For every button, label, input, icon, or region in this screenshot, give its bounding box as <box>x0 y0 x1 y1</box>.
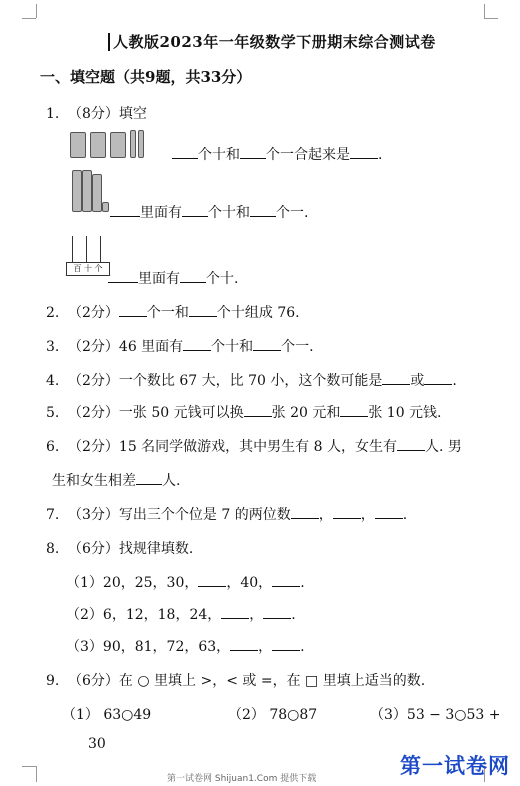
question-number: 1. <box>46 106 60 122</box>
abacus-label: 百 十 个 <box>66 262 110 276</box>
answer-blank[interactable] <box>375 506 403 519</box>
question-9-part-c: （3）53 − 3○53 + <box>370 707 501 723</box>
answer-blank[interactable] <box>272 574 300 587</box>
crop-mark <box>36 4 37 18</box>
answer-blank[interactable] <box>119 304 147 317</box>
question-1 <box>46 103 147 123</box>
answer-blank[interactable] <box>136 472 162 485</box>
answer-blank[interactable] <box>350 146 378 159</box>
crop-mark <box>22 766 36 767</box>
question-3: 3. （2分）46 里面有 个十和 个一. <box>46 339 314 355</box>
answer-blank[interactable] <box>291 506 319 519</box>
question-9-part-b: （2） 78○87 <box>228 707 318 723</box>
question-2: 2. （2分） 个一和 个十组成 76. <box>46 305 300 321</box>
abacus-image <box>66 236 110 276</box>
q1-row2: 里面有 个十和 个一. <box>110 202 308 222</box>
answer-blank[interactable] <box>221 606 249 619</box>
answer-blank[interactable] <box>180 270 206 283</box>
answer-blank[interactable] <box>424 372 452 385</box>
answer-blank[interactable] <box>189 304 217 317</box>
cube-blocks-image <box>72 170 108 214</box>
question-8: 8. （6分）找规律填数. <box>46 541 194 557</box>
crop-mark <box>484 4 485 18</box>
brand-logo: 第一试卷网 <box>400 754 510 778</box>
answer-blank[interactable] <box>230 638 258 651</box>
answer-blank[interactable] <box>333 506 361 519</box>
question-8-sub2: （2）6，12，18，24， ， . <box>66 607 296 623</box>
answer-blank[interactable] <box>172 146 198 159</box>
crop-mark <box>484 18 498 19</box>
answer-blank[interactable] <box>183 338 211 351</box>
question-8-sub3: （3）90，81，72，63， ， . <box>66 639 305 655</box>
answer-blank[interactable] <box>250 204 276 217</box>
question-6: 6. （2分）15 名同学做游戏，其中男生有 8 人，女生有 人. 男 <box>46 439 462 455</box>
question-9: 9. （6分）在 ○ 里填上 >，< 或 =，在 □ 里填上适当的数. <box>46 673 426 689</box>
question-5: 5. （2分）一张 50 元钱可以换 张 20 元和 张 10 元钱. <box>46 405 442 421</box>
answer-blank[interactable] <box>182 204 208 217</box>
question-6-continued: 生和女生相差 人. <box>52 473 181 489</box>
question-9-part-c-cont: 30 <box>88 736 106 752</box>
answer-blank[interactable] <box>397 438 425 451</box>
answer-blank[interactable] <box>253 338 281 351</box>
answer-blank[interactable] <box>263 606 291 619</box>
question-8-sub1: （1）20，25，30， ，40， . <box>66 575 305 591</box>
answer-blank[interactable] <box>340 404 368 417</box>
q1-row3: 里面有 个十. <box>108 268 238 288</box>
answer-blank[interactable] <box>108 270 138 283</box>
page-footer: 第一试卷网 Shijuan1.Com 提供下载 <box>167 774 317 784</box>
answer-blank[interactable] <box>382 372 410 385</box>
crop-mark <box>36 766 37 782</box>
answer-blank[interactable] <box>244 404 272 417</box>
page-title: 人教版2023年一年级数学下册期末综合测试卷 <box>108 33 436 51</box>
question-4: 4. （2分）一个数比 67 大，比 70 小，这个数可能是 或 . <box>46 373 457 389</box>
answer-blank[interactable] <box>272 638 300 651</box>
q1-row1: 个十和 个一合起来是 . <box>172 144 382 164</box>
question-9-part-a: （1） 63○49 <box>62 707 152 723</box>
crop-mark <box>22 18 36 19</box>
answer-blank[interactable] <box>110 204 140 217</box>
stick-bundles-image <box>70 128 170 158</box>
answer-blank[interactable] <box>240 146 266 159</box>
answer-blank[interactable] <box>198 574 226 587</box>
section-heading: 一、填空题（共9题，共33分） <box>40 68 252 86</box>
question-7: 7. （3分）写出三个个位是 7 的两位数 ， ， . <box>46 507 408 523</box>
question-text: （8分）填空 <box>68 106 147 122</box>
